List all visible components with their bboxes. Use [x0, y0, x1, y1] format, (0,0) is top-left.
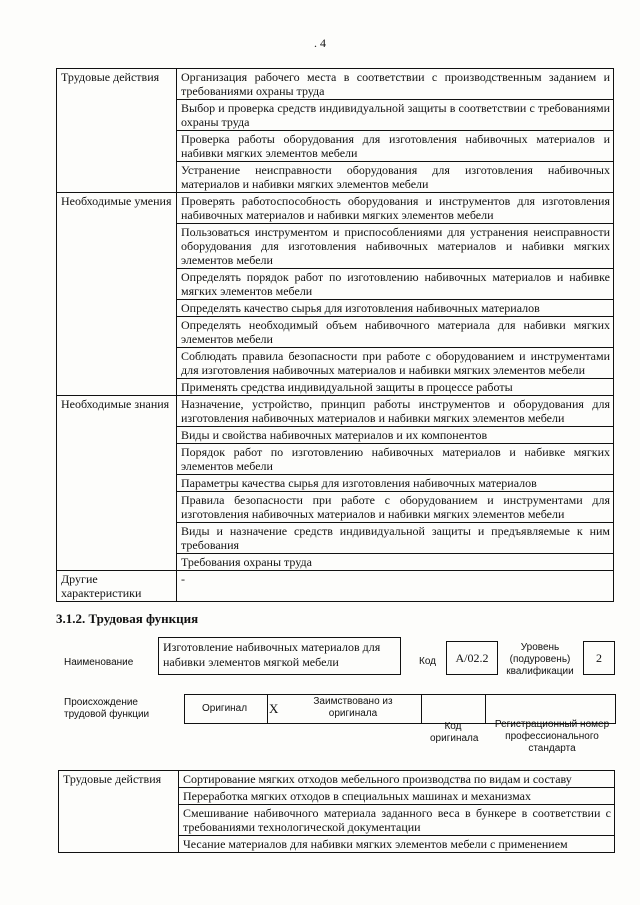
item-cell: Выбор и проверка средств индивидуальной защиты в соответствии с требованиями охраны труда	[177, 100, 614, 131]
item-cell: Проверка работы оборудования для изготовления набивочных материалов и набивки мягких элементов мебели	[177, 131, 614, 162]
table-row	[57, 193, 614, 224]
item-cell: Определять качество сырья для изготовления набивочных материалов	[177, 300, 614, 317]
item-cell: Виды и свойства набивочных материалов и их компонентов	[177, 427, 614, 444]
item-cell: -	[177, 571, 614, 602]
section-title: 3.1.2. Трудовая функция	[56, 611, 199, 626]
category-cell: Необходимые умения	[57, 193, 177, 396]
borrowed-label: Заимствовано из оригинала	[313, 696, 393, 719]
table-row	[57, 571, 614, 602]
item-cell: Устранение неисправности оборудования для изготовления набивочных материалов и набивки мягких элементов мебели	[177, 162, 614, 193]
item-cell: Чесание материалов для набивки мягких элементов мебели с применением	[179, 836, 615, 853]
table-row	[57, 69, 614, 100]
category-cell: Трудовые действия	[59, 771, 179, 853]
item-cell: Организация рабочего места в соответствии с производственным заданием и требованиями охраны труда	[177, 69, 614, 100]
item-cell: Параметры качества сырья для изготовления набивочных материалов	[177, 475, 614, 492]
item-cell: Соблюдать правила безопасности при работе с оборудованием и инструментами для изготовления набивочных материалов и набивки мягких элементов мебели	[177, 348, 614, 379]
item-cell: Определять порядок работ по изготовлению набивочных материалов и набивке мягких элементов мебели	[177, 269, 614, 300]
item-cell: Виды и назначение средств индивидуальной защиты и предъявляемые к ним требования	[177, 523, 614, 554]
item-cell: Применять средства индивидуальной защиты в процессе работы	[177, 379, 614, 396]
item-cell: Смешивание набивочного материала заданного веса в бункере в соответствии с требованиями технологической документации	[179, 805, 615, 836]
qualification-level-label: Уровень (подуровень) квалификации	[506, 642, 574, 677]
code-original-label: Код оригинала	[430, 721, 479, 744]
page-number: . 4	[314, 36, 326, 50]
category-cell: Необходимые знания	[57, 396, 177, 571]
qualification-level-value: 2	[596, 651, 602, 665]
origin-label: Происхождение трудовой функции	[64, 697, 150, 720]
function-name-value: Изготовление набивочных материалов для набивки элементов мягкой мебели	[163, 640, 381, 669]
original-mark: X	[269, 701, 279, 716]
item-cell: Пользоваться инструментом и приспособлениями для устранения неисправности оборудования для изготовления набивочных материалов и набивки мягких элементов мебели	[177, 224, 614, 269]
requirements-table	[56, 68, 614, 602]
code-label: Код	[419, 656, 437, 667]
table-row	[59, 771, 615, 788]
category-cell: Другие характеристики	[57, 571, 177, 602]
code-field	[446, 641, 498, 675]
item-cell: Сортирование мягких отходов мебельного производства по видам и составу	[179, 771, 615, 788]
registration-number-label: Регистрационный номер профессионального стандарта	[494, 719, 610, 754]
item-cell: Переработка мягких отходов в специальных машинах и механизмах	[179, 788, 615, 805]
category-cell: Трудовые действия	[57, 69, 177, 193]
item-cell: Правила безопасности при работе с оборудованием и инструментами для изготовления набивочных материалов и набивки мягких элементов мебели	[177, 492, 614, 523]
original-label: Оригинал	[202, 703, 248, 714]
labor-actions-table	[58, 770, 615, 853]
table-row	[57, 396, 614, 427]
code-value: А/02.2	[455, 651, 489, 665]
qualification-level-field	[583, 641, 615, 675]
name-label: Наименование	[64, 657, 134, 668]
item-cell: Проверять работоспособность оборудования и инструментов для изготовления набивочных материалов и набивки мягких элементов мебели	[177, 193, 614, 224]
item-cell: Порядок работ по изготовлению набивочных материалов и набивке мягких элементов мебели	[177, 444, 614, 475]
item-cell: Требования охраны труда	[177, 554, 614, 571]
item-cell: Назначение, устройство, принцип работы инструментов и оборудования для изготовления набивочных материалов и набивки мягких элементов мебели	[177, 396, 614, 427]
item-cell: Определять необходимый объем набивочного материала для набивки мягких элементов мебели	[177, 317, 614, 348]
function-name-field	[158, 637, 401, 675]
